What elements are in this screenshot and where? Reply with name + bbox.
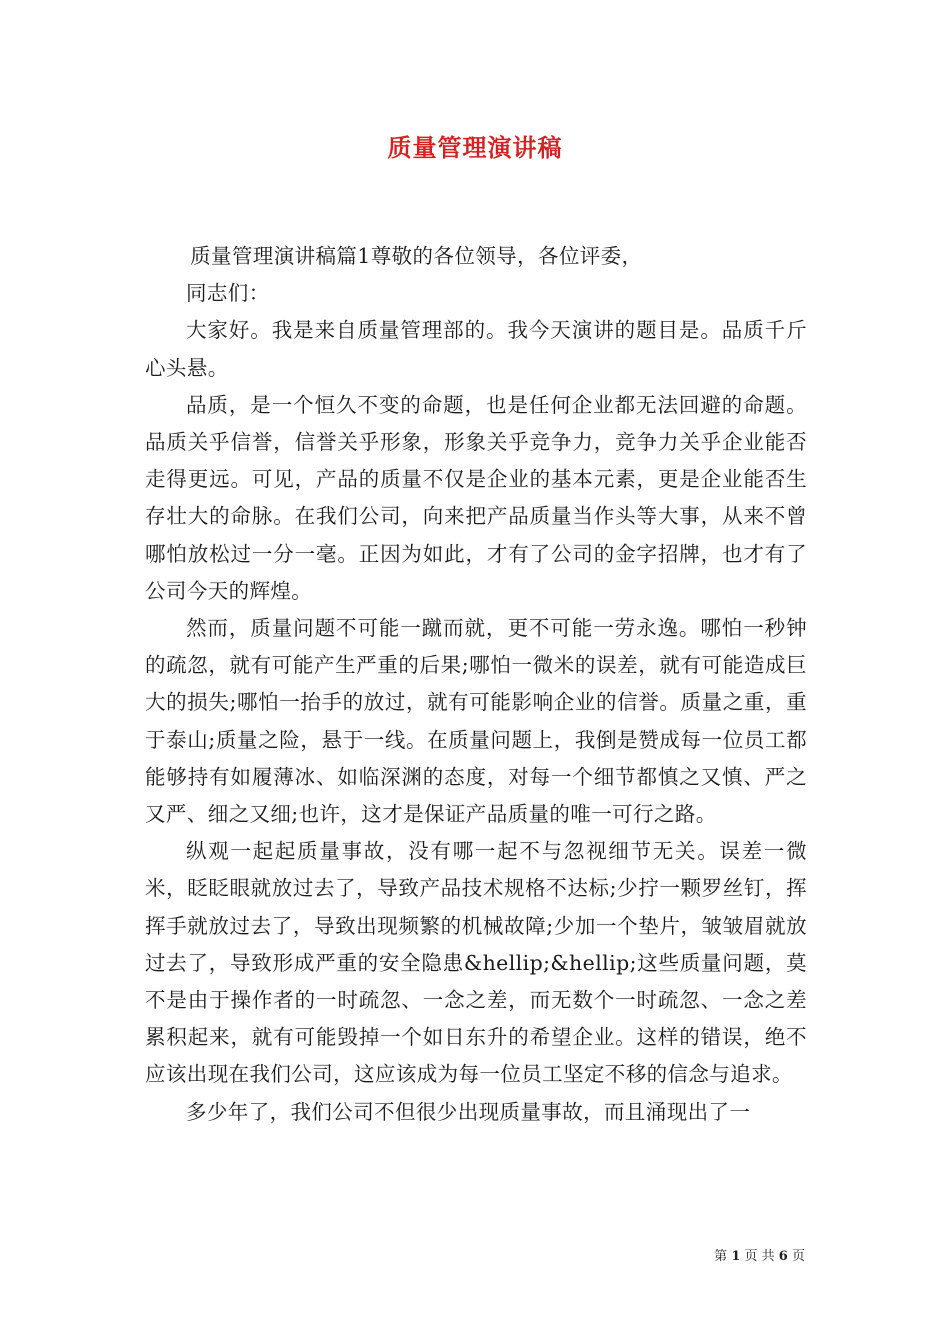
footer-total-pages: 6 [778, 1249, 788, 1264]
footer-prefix: 第 [714, 1249, 728, 1264]
paragraph: 同志们： [186, 281, 270, 306]
document-title: 质量管理演讲稿 [387, 133, 563, 162]
page-footer [714, 1248, 805, 1266]
paragraph: 然而，质量问题不可能一蹴而就，更不可能一劳永逸。哪怕一秒钟的疏忽，就有可能产生严重的后果;哪怕一微米的误差，就有可能造成巨大的损失;哪怕一抬手的放过，就有可能影响企业的信誉。质量之重，重于泰山;质量之险，悬于一线。在质量问题上，我倒是赞成每一位员工都能够持有如履薄冰、如临深渊的态度，对每一个细节都慎之又慎、严之又严、细之又细;也许，这才是保证产品质量的唯一可行之路。 [145, 616, 807, 827]
paragraph: 纵观一起起质量事故，没有哪一起不与忽视细节无关。误差一微米，眨眨眼就放过去了，导致产品技术规格不达标;少拧一颗罗丝钉，挥挥手就放过去了，导致出现频繁的机械故障;少加一个垫片，皱皱眉就放过去了，导致形成严重的安全隐患&hellip;&hellip;这些质量问题，莫不是由于操作者的一时疏忽、一念之差，而无数个一时疏忽、一念之差累积起来，就有可能毁掉一个如日东升的希望企业。这样的错误，绝不应该出现在我们公司，这应该成为每一位员工坚定不移的信念与追求。 [145, 839, 807, 1087]
paragraph: 多少年了，我们公司不但很少出现质量事故，而且涌现出了一 [186, 1099, 751, 1124]
paragraph: 质量管理演讲稿篇1尊敬的各位领导，各位评委， [190, 244, 643, 268]
footer-suffix: 页 [791, 1249, 805, 1264]
document-body [145, 238, 807, 1131]
footer-middle: 页 共 [744, 1249, 775, 1264]
footer-page-number: 1 [731, 1249, 741, 1264]
paragraph: 大家好。我是来自质量管理部的。我今天演讲的题目是。品质千斤心头悬。 [145, 318, 807, 380]
paragraph: 品质，是一个恒久不变的命题，也是任何企业都无法回避的命题。品质关乎信誉，信誉关乎形象，形象关乎竞争力，竞争力关乎企业能否走得更远。可见，产品的质量不仅是企业的基本元素，更是企业能否生存壮大的命脉。在我们公司，向来把产品质量当作头等大事，从来不曾哪怕放松过一分一毫。正因为如此，才有了公司的金字招牌，也才有了公司今天的辉煌。 [145, 392, 807, 603]
